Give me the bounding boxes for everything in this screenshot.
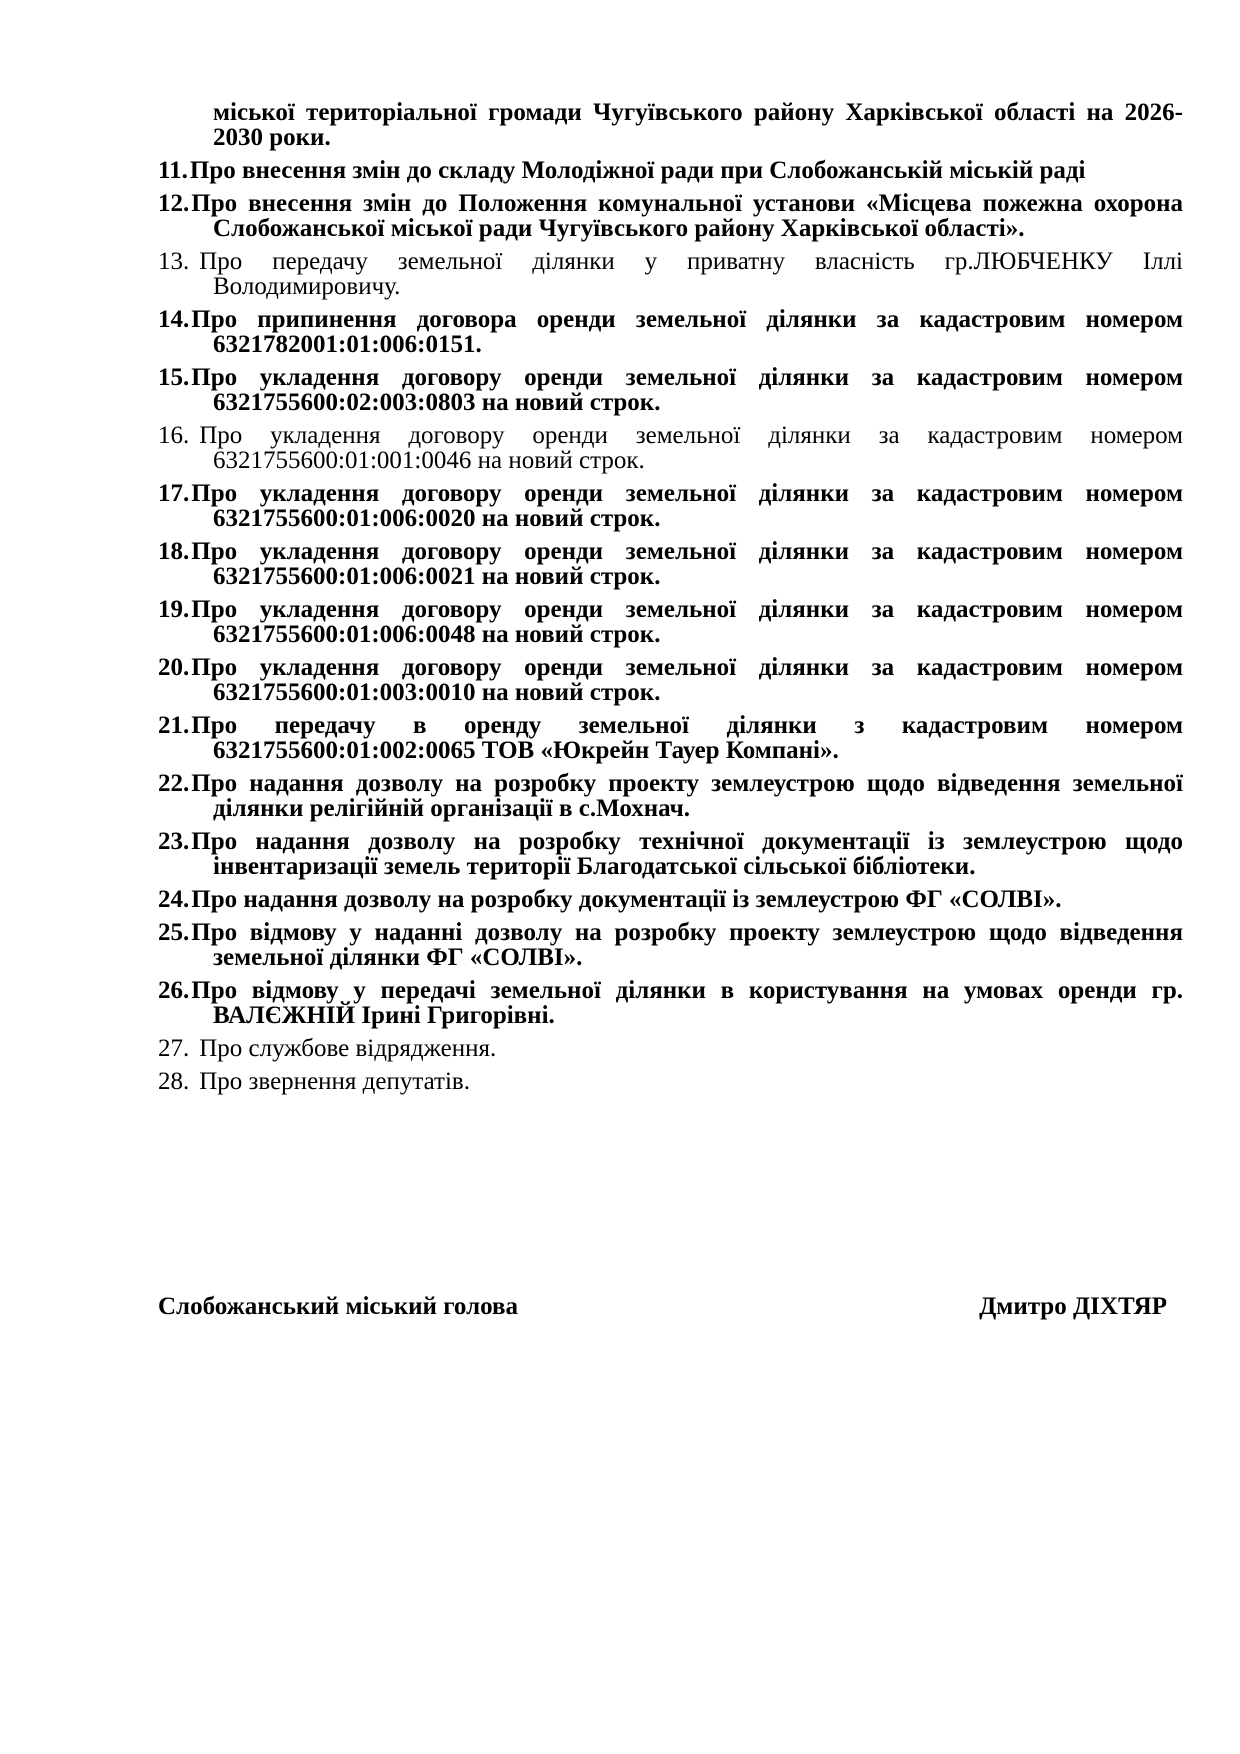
item-text: Про внесення змін до Положення комунальної установи «Місцева пожежна охорона Слобожанської міської ради Чугуївського району Харківської області». <box>191 190 1183 242</box>
item-text: Про службове відрядження. <box>199 1035 497 1062</box>
item-number: 18. <box>158 538 190 565</box>
item-number: 28. <box>158 1068 190 1095</box>
item-text: Про звернення депутатів. <box>199 1068 470 1095</box>
item-number: 17. <box>158 480 190 507</box>
item-text: Про відмову у наданні дозволу на розробку проекту землеустрою щодо відведення земельної ділянки ФГ «СОЛВІ». <box>191 919 1183 971</box>
item-number: 11. <box>158 157 188 184</box>
agenda-item <box>158 829 1183 879</box>
agenda-item <box>158 920 1183 970</box>
agenda-item <box>158 158 1183 183</box>
item-number: 24. <box>158 886 190 913</box>
item-number: 21. <box>158 712 190 739</box>
item-text: Про припинення договора оренди земельної ділянки за кадастровим номером 6321782001:01:006:0151. <box>191 306 1183 358</box>
item-text: Про укладення договору оренди земельної ділянки за кадастровим номером 6321755600:02:003:0803 на новий строк. <box>191 364 1183 416</box>
item-number: 13. <box>158 248 190 275</box>
agenda-item <box>158 978 1183 1028</box>
agenda-item <box>158 365 1183 415</box>
item-text: Про відмову у передачі земельної ділянки в користування на умовах оренди гр. ВАЛЄЖНІЙ Ірині Григорівні. <box>191 977 1183 1029</box>
item-text: Про укладення договору оренди земельної ділянки за кадастровим номером 6321755600:01:006:0021 на новий строк. <box>191 538 1183 590</box>
item-text: Про внесення змін до складу Молодіжної ради при Слобожанській міській раді <box>189 157 1086 184</box>
agenda-item <box>158 713 1183 763</box>
agenda-item <box>158 249 1183 299</box>
item-number: 14. <box>158 306 190 333</box>
item-text: Про надання дозволу на розробку документації із землеустрою ФГ «СОЛВІ». <box>191 886 1062 913</box>
agenda-item <box>158 1036 1183 1061</box>
agenda-list <box>158 158 1183 1094</box>
signature-title: Слобожанський міський голова <box>158 1293 518 1320</box>
agenda-item <box>158 597 1183 647</box>
signature-row <box>158 1294 1183 1319</box>
item-number: 16. <box>158 422 190 449</box>
item-text: Про надання дозволу на розробку проекту землеустрою щодо відведення земельної ділянки релігійній організації в с.Мохнач. <box>191 770 1183 822</box>
item-text: Про передачу в оренду земельної ділянки з кадастровим номером 6321755600:01:002:0065 ТОВ «Юкрейн Тауер Компані». <box>191 712 1183 764</box>
agenda-item <box>158 481 1183 531</box>
item-number: 12. <box>158 190 190 217</box>
agenda-item <box>158 191 1183 241</box>
item-number: 27. <box>158 1035 190 1062</box>
item-text: Про укладення договору оренди земельної ділянки за кадастровим номером 6321755600:01:006:0020 на новий строк. <box>191 480 1183 532</box>
agenda-item <box>158 655 1183 705</box>
item-number: 25. <box>158 919 190 946</box>
item-text: Про передачу земельної ділянки у приватну власність гр.ЛЮБЧЕНКУ Іллі Володимировичу. <box>199 248 1183 300</box>
signature-name: Дмитро ДІХТЯР <box>979 1293 1167 1320</box>
item-text: Про укладення договору оренди земельної ділянки за кадастровим номером 6321755600:01:003:0010 на новий строк. <box>191 654 1183 706</box>
item-10-continuation-text: міської територіальної громади Чугуївського району Харківської області на 2026-2030 роки. <box>213 99 1183 151</box>
agenda-item <box>158 307 1183 357</box>
item-number: 20. <box>158 654 190 681</box>
item-text: Про надання дозволу на розробку технічної документації із землеустрою щодо інвентаризації земель території Благодатської сільської бібліотеки. <box>191 828 1183 880</box>
agenda-item <box>158 539 1183 589</box>
agenda-item <box>158 1069 1183 1094</box>
item-number: 19. <box>158 596 190 623</box>
item-text: Про укладення договору оренди земельної ділянки за кадастровим номером 6321755600:01:006:0048 на новий строк. <box>191 596 1183 648</box>
agenda-item <box>158 771 1183 821</box>
item-number: 22. <box>158 770 190 797</box>
item-number: 15. <box>158 364 190 391</box>
agenda-section <box>158 100 1183 1319</box>
item-number: 23. <box>158 828 190 855</box>
item-number: 26. <box>158 977 190 1004</box>
agenda-item <box>158 423 1183 473</box>
item-text: Про укладення договору оренди земельної ділянки за кадастровим номером 6321755600:01:001:0046 на новий строк. <box>199 422 1183 474</box>
agenda-item <box>158 887 1183 912</box>
